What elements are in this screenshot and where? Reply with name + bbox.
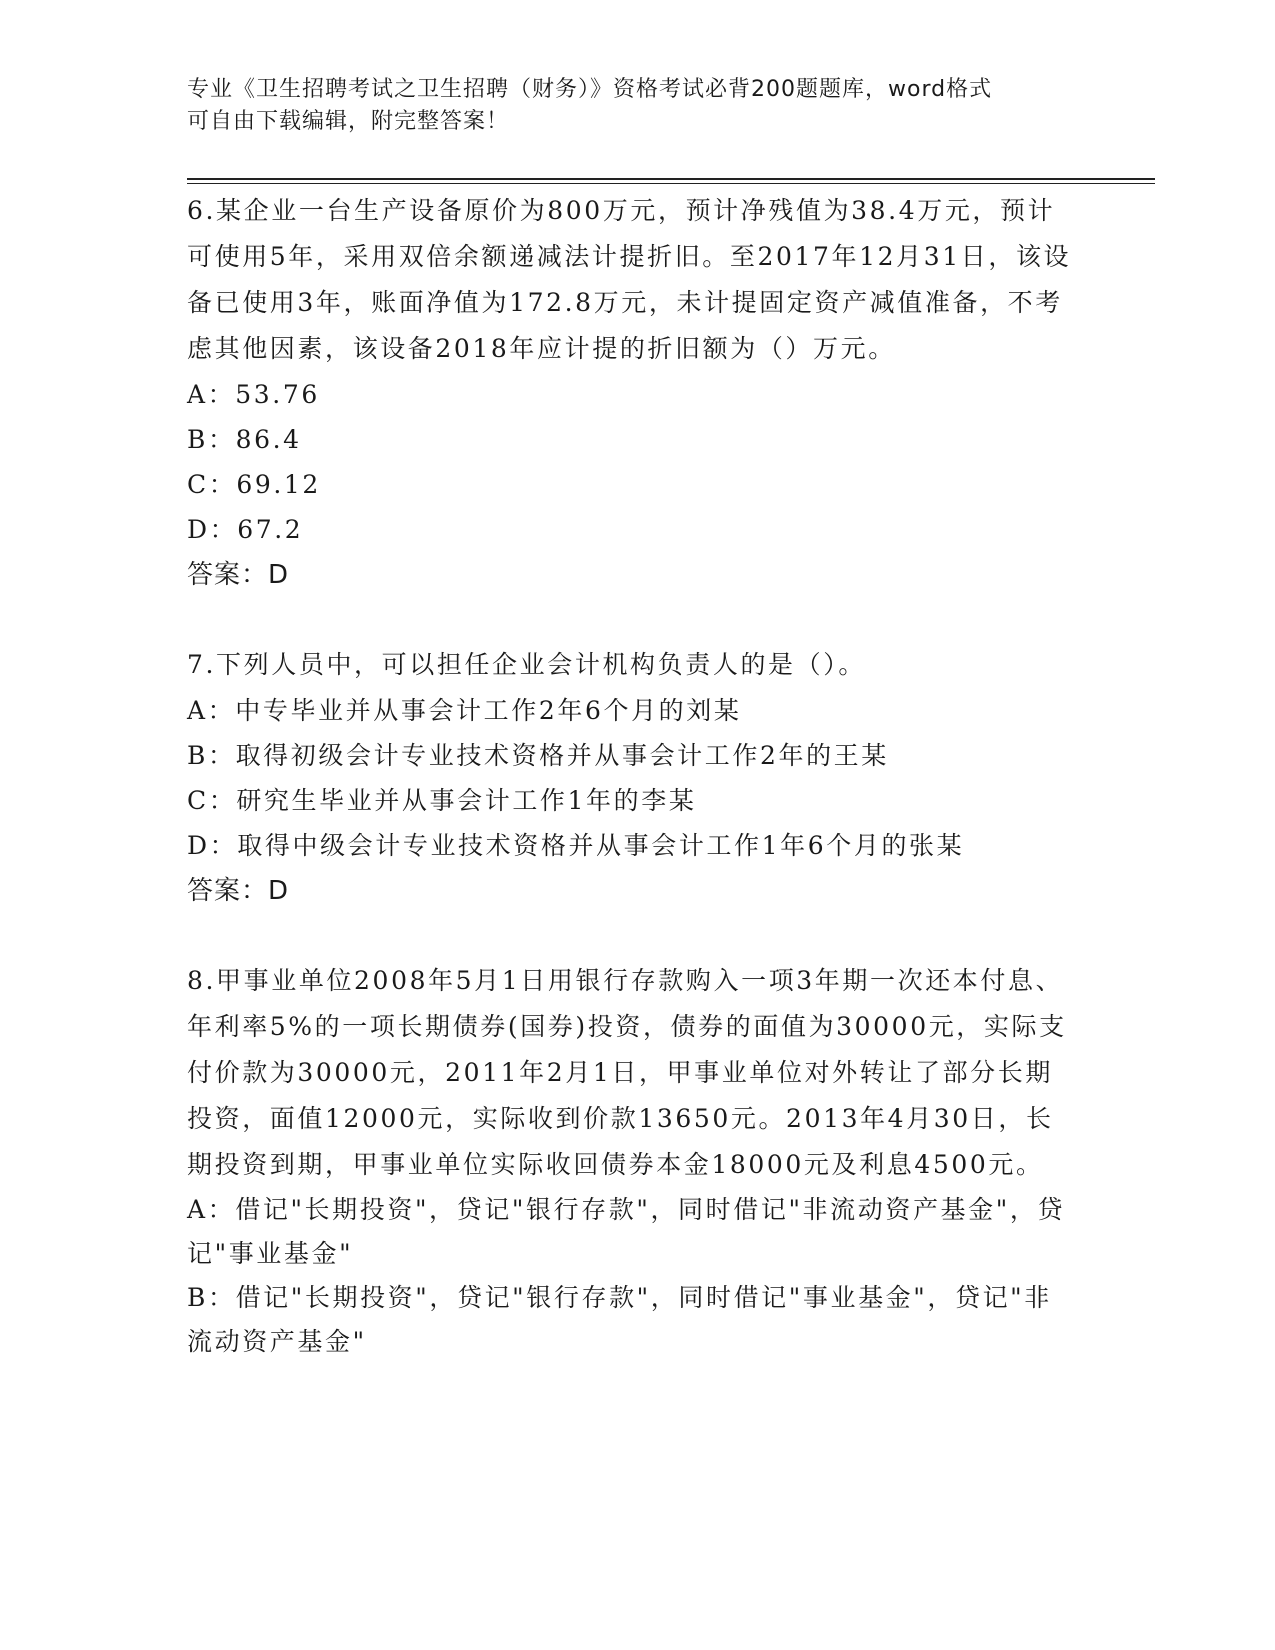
answer-label: 答案：D xyxy=(187,876,290,906)
answer-label: 答案：D xyxy=(187,560,290,590)
option-a: A：53.76 xyxy=(187,380,320,409)
question-stem: 6.某企业一台生产设备原价为800万元，预计净残值为38.4万元，预计可使用5年，采用双倍余额递减法计提折旧。至2017年12月31日，该设备已使用3年，账面净值为172.8万元，未计提固定资产减值准备，不考虑其他因素，该设备2018年应计提的折旧额为（）万元。 xyxy=(187,196,1072,363)
option-d: D：取得中级会计专业技术资格并从事会计工作1年6个月的张某 xyxy=(187,831,965,860)
option-c: C：研究生毕业并从事会计工作1年的李某 xyxy=(187,786,697,815)
option-d: D：67.2 xyxy=(187,515,304,544)
option-a: A：中专毕业并从事会计工作2年6个月的刘某 xyxy=(187,696,742,725)
header-divider-thick xyxy=(187,178,1155,180)
question-6 xyxy=(187,188,1077,598)
option-b: B：借记"长期投资"，贷记"银行存款"，同时借记"事业基金"，贷记"非流动资产基金" xyxy=(187,1283,1052,1356)
option-b: B：取得初级会计专业技术资格并从事会计工作2年的王某 xyxy=(187,741,889,770)
option-b: B：86.4 xyxy=(187,425,302,454)
question-8 xyxy=(187,958,1077,1364)
question-list xyxy=(187,188,1077,1408)
question-stem: 7.下列人员中，可以担任企业会计机构负责人的是（）。 xyxy=(187,650,866,679)
document-header xyxy=(187,74,1067,138)
header-line-2: 可自由下载编辑，附完整答案！ xyxy=(187,109,510,134)
header-line-1: 专业《卫生招聘考试之卫生招聘（财务）》资格考试必背200题题库，word格式 xyxy=(187,77,993,102)
header-divider-thin xyxy=(187,183,1155,184)
question-stem: 8.甲事业单位2008年5月1日用银行存款购入一项3年期一次还本付息、年利率5%的一项长期债券(国券)投资，债券的面值为30000元，实际支付价款为30000元，2011年2月1日，甲事业单位对外转让了部分长期投资，面值12000元，实际收到价款13650元。2013年4月30日，长期投资到期，甲事业单位实际收回债券本金18000元及利息4500元。 xyxy=(187,966,1067,1179)
option-a: A：借记"长期投资"，贷记"银行存款"，同时借记"非流动资产基金"，贷记"事业基金" xyxy=(187,1195,1066,1268)
option-c: C：69.12 xyxy=(187,470,321,499)
question-7 xyxy=(187,642,1077,914)
